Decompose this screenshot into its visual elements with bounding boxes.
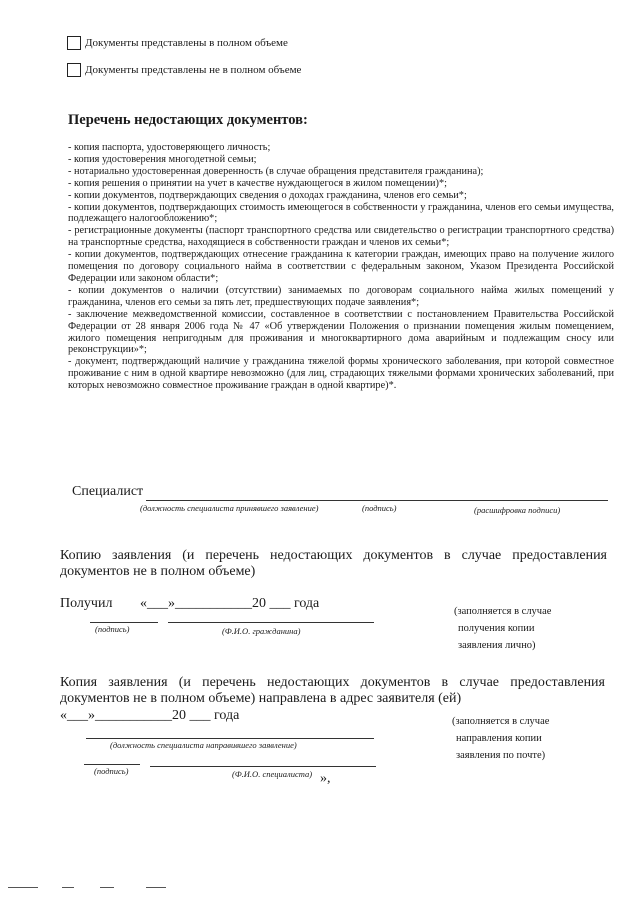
scan-mark — [8, 887, 38, 888]
missing-documents-title: Перечень недостающих документов: — [68, 112, 308, 128]
sent-note — [452, 713, 549, 764]
received-fio-caption: (Ф.И.О. гражданина) — [222, 626, 301, 636]
list-item: - копия решения о принятии на учет в качестве нуждающегося в жилом помещении)*; — [68, 177, 447, 189]
received-year-blank[interactable]: ___ — [269, 596, 291, 611]
checkbox-full-label: Документы представлены в полном объеме — [85, 37, 288, 49]
sent-position-caption: (должность специалиста направившего заявление) — [110, 740, 297, 750]
sent-note-line: направления копии — [456, 733, 542, 744]
received-line — [60, 596, 319, 612]
sent-closing: », — [320, 771, 331, 786]
received-note — [454, 603, 551, 654]
sent-date-month[interactable]: ___________ — [95, 708, 172, 723]
received-note-line: получения копии — [458, 623, 535, 634]
sent-text: Копия заявления (и перечень недостающих документов в случае предоставления документов не в полном объеме) направлена в адрес заявителя (ей) — [60, 675, 605, 706]
checkbox-partial[interactable] — [67, 63, 81, 77]
received-year-suffix: года — [293, 596, 320, 611]
list-item: - копия удостоверения многодетной семьи; — [68, 153, 257, 165]
specialist-signature-line[interactable] — [146, 500, 608, 501]
scan-mark — [146, 887, 166, 888]
specialist-position-caption: (должность специалиста принявшего заявление) — [140, 503, 319, 513]
specialist-label: Специалист — [72, 484, 144, 499]
list-item: - регистрационные документы (паспорт транспортного средства или свидетельство о регистрации транспортного средства) на транспортные средства, находящиеся в собственности граждан и членов их семьи*; — [68, 225, 614, 249]
list-item: - документ, подтверждающий наличие у гражданина тяжелой формы хронического заболевания, при которой совместное проживание с ним в одной квартире невозможно (для лиц, страдающих тяжелыми формами хронических заболеваний, при которых невозможно совместное проживание граждан в одной квартире)*. — [68, 356, 614, 392]
checkbox-row-full[interactable] — [67, 36, 288, 50]
list-item: - копии документов, подтверждающих сведения о доходах гражданина, членов его семьи*; — [68, 189, 467, 201]
checkbox-full[interactable] — [67, 36, 81, 50]
sent-signature-caption: (подпись) — [94, 766, 129, 776]
received-label: Получил — [60, 596, 113, 611]
received-date-day[interactable]: «___» — [139, 596, 175, 611]
list-item: - копии документов о наличии (отсутствии) занимаемых по договорам социального найма жилых помещений у гражданина, членов его семьи за пять лет, предшествующих подаче заявления*; — [68, 284, 614, 308]
missing-documents-list — [68, 142, 614, 392]
list-item: - копия паспорта, удостоверяющего личность; — [68, 142, 271, 153]
received-note-line: заявления лично) — [458, 640, 536, 651]
sent-note-line: (заполняется в случае — [452, 716, 550, 727]
sent-fio-line[interactable] — [150, 766, 376, 767]
sent-year-suffix: года — [214, 708, 240, 723]
scan-mark — [100, 887, 114, 888]
received-date-month[interactable]: ___________ — [174, 596, 252, 611]
sent-position-line[interactable] — [86, 738, 374, 739]
sent-date-day[interactable]: «___» — [60, 708, 95, 723]
received-signature-line[interactable] — [90, 622, 158, 623]
sent-year-blank[interactable]: ___ — [189, 708, 211, 723]
list-item: - заключение межведомственной комиссии, составленное в соответствии с постановлением Правительства Российской Федерации от 28 января 2006 года № 47 «Об утверждении Положения о признании помещения жилым помещением, жилого помещения непригодным для проживания и многоквартирного дома аварийным и подлежащим сносу или реконструкции»*; — [68, 308, 614, 356]
sent-signature-line[interactable] — [84, 764, 140, 765]
sent-note-line: заявления по почте) — [456, 750, 546, 761]
received-fio-line[interactable] — [168, 622, 374, 623]
checkbox-row-partial[interactable] — [67, 63, 301, 77]
sent-date — [60, 708, 239, 724]
list-item: - нотариально удостоверенная доверенность (в случае обращения представителя гражданина); — [68, 165, 484, 177]
specialist-signature-caption: (подпись) — [362, 503, 397, 513]
received-year-prefix: 20 — [251, 596, 266, 611]
checkbox-partial-label: Документы представлены не в полном объеме — [85, 64, 302, 76]
received-note-line: (заполняется в случае — [454, 606, 552, 617]
scan-mark — [62, 887, 74, 888]
specialist-decode-caption: (расшифровка подписи) — [474, 505, 561, 515]
list-item: - копии документов, подтверждающих отнесение гражданина к категории граждан, имеющих право на получение жилого помещения по договору социального найма в соответствии с федеральным законом, Указом Президента Российской Федерации или законом области*; — [68, 249, 614, 284]
sent-fio-caption: (Ф.И.О. специалиста) — [232, 769, 313, 779]
received-text: Копию заявления (и перечень недостающих документов в случае предоставления документов не в полном объеме) — [60, 548, 607, 579]
sent-year-prefix: 20 — [172, 708, 186, 723]
received-signature-caption: (подпись) — [95, 624, 130, 634]
list-item: - копии документов, подтверждающих стоимость имеющегося в собственности у гражданина, членов его семьи имущества, подлежащего налогообложению*; — [68, 201, 614, 225]
